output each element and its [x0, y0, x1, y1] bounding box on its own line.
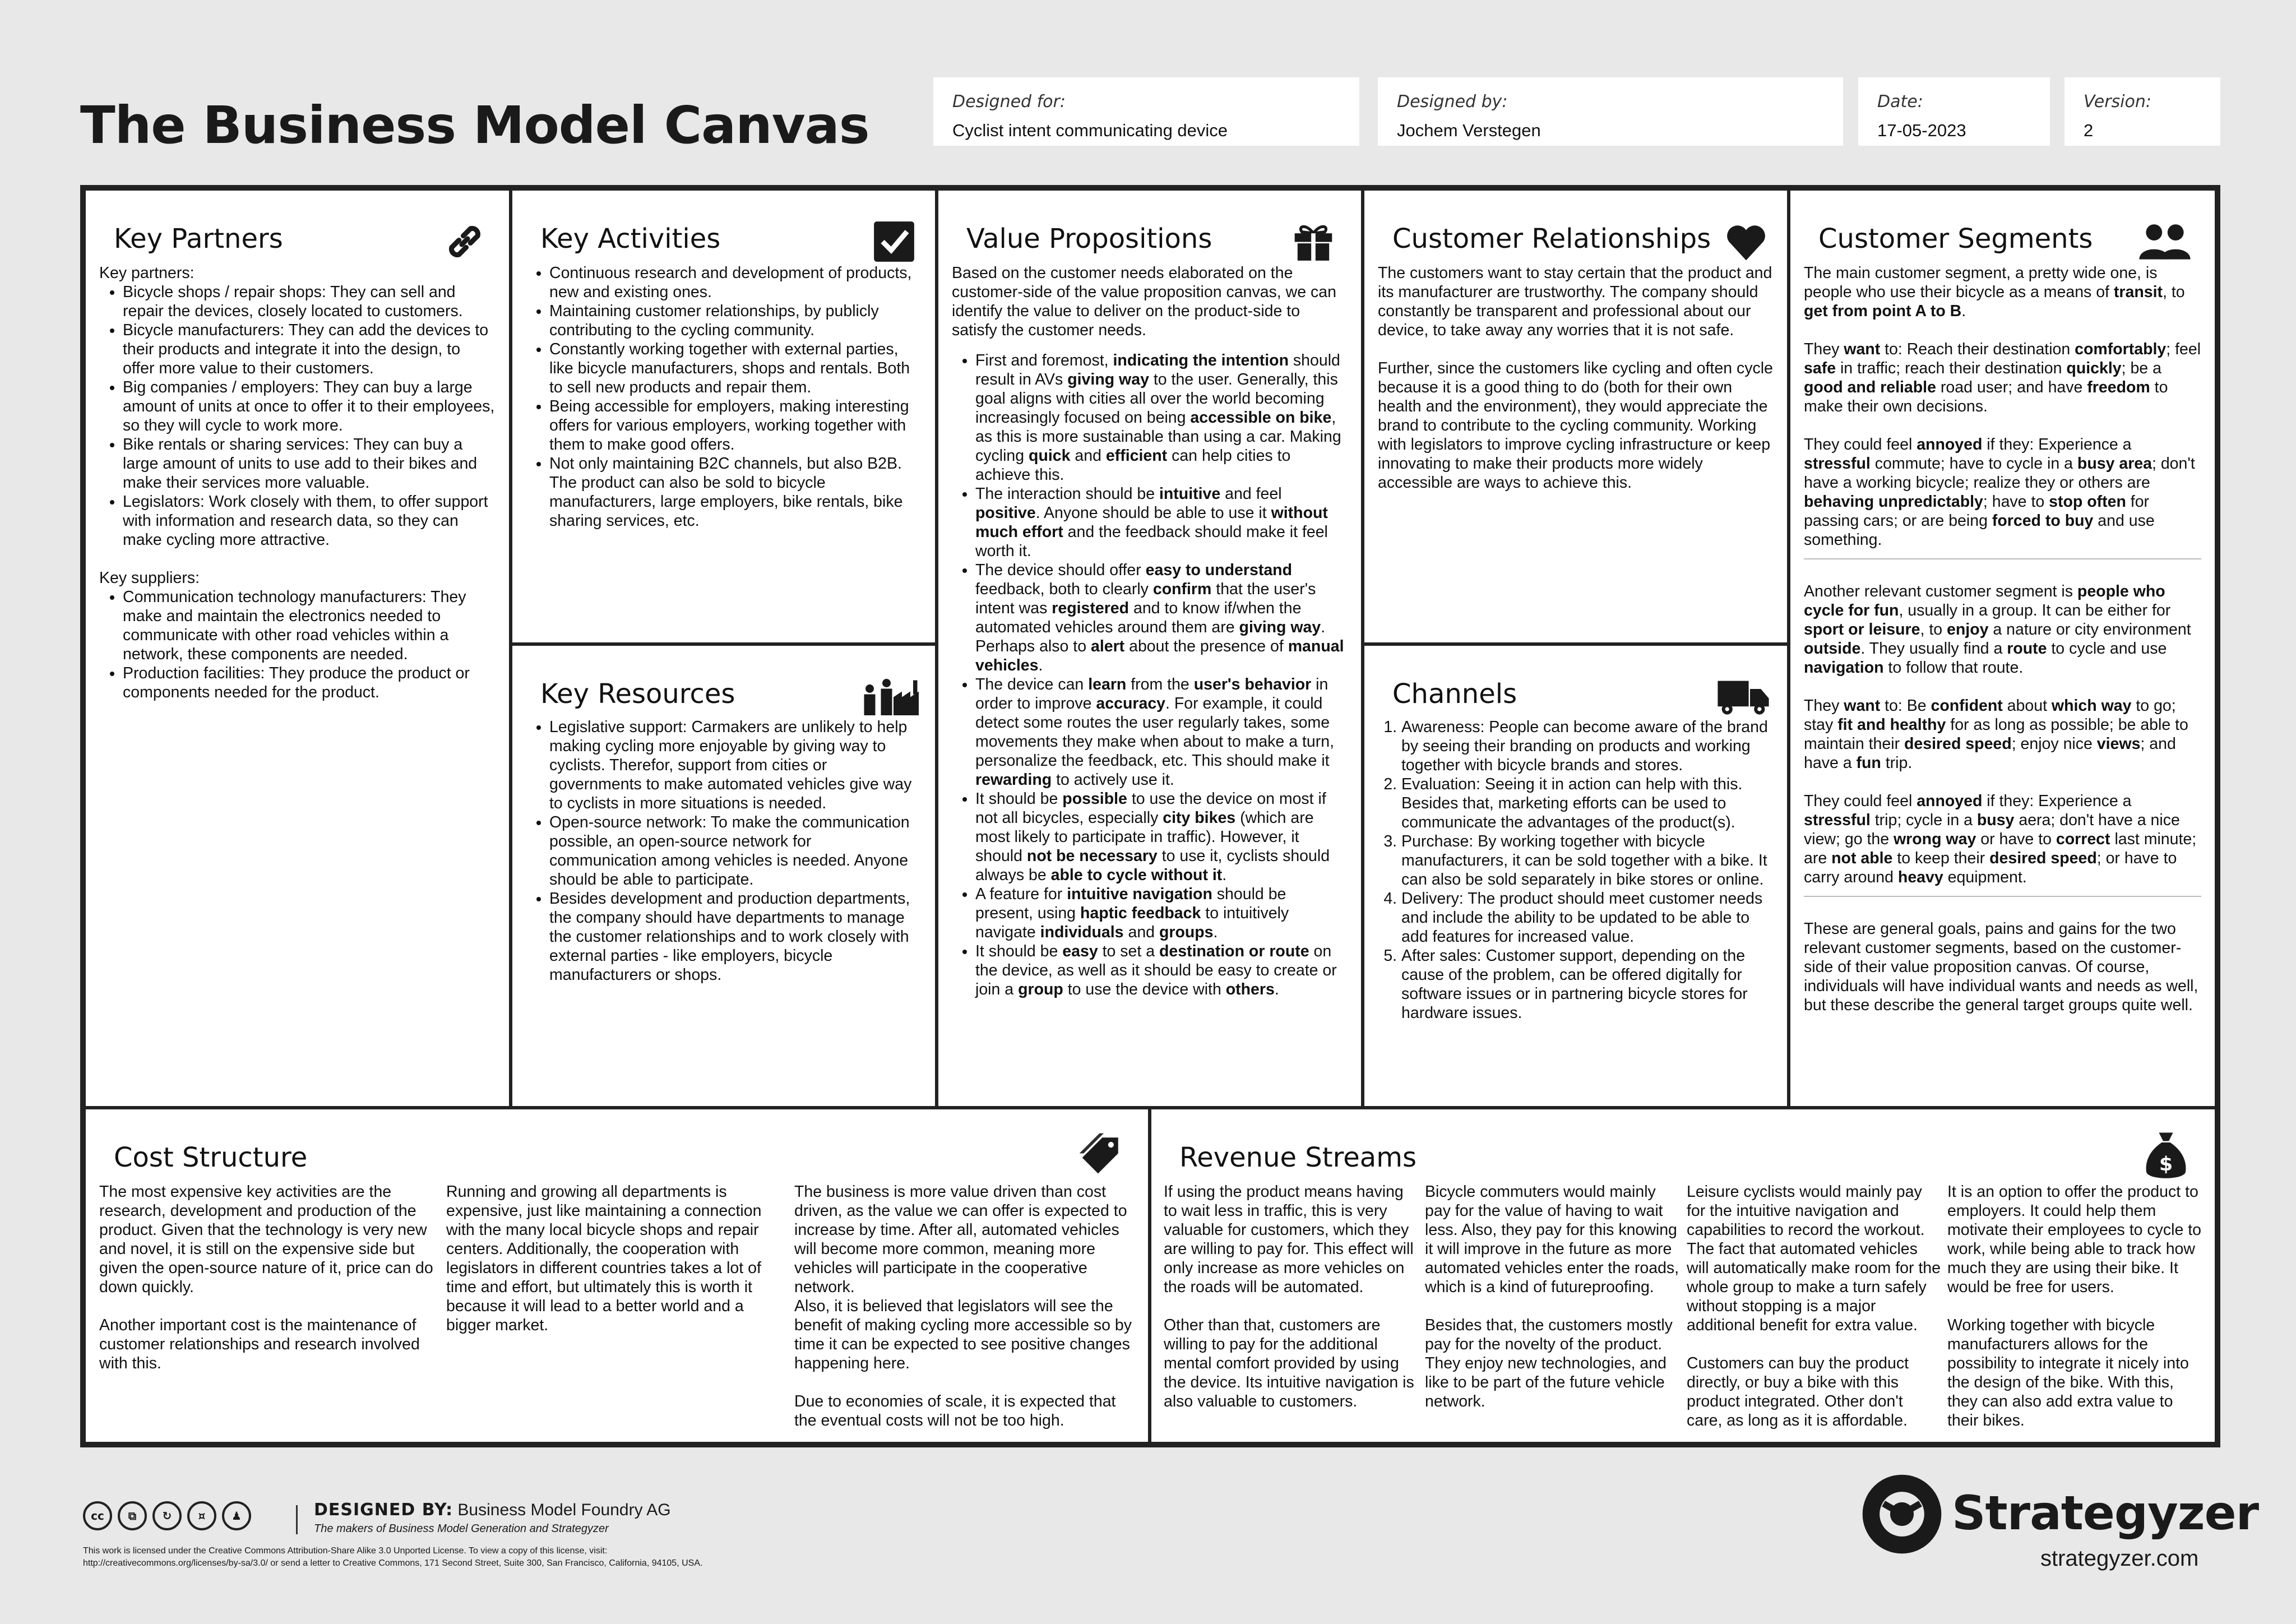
cost-column — [794, 1182, 1136, 1430]
paragraph: Besides that, the customers mostly pay for the novelty of the product. They enjoy new technologies, and like to be part of the future vehicle network. — [1425, 1316, 1673, 1410]
relationships-paragraph: Further, since the customers like cycling and often cycle because it is a good thing to do (both for their own health and the environment), they would appreciate the brand to contribute to the cycling community. Working with legislators to improve cycling infrastructure or keep innovating to make their products more widely accessible are ways to achieve this. — [1378, 359, 1773, 492]
list-item: • Legislative support: Carmakers are unlikely to help making cycling more enjoyable by giving way to cyclists. Therefor, support from cities or governments to make automated vehicles give way to cyclists in more situations is needed. — [549, 718, 922, 813]
remix-icon: ↻ — [152, 1501, 182, 1530]
list-item: 5. After sales: Customer support, depending on the cause of the problem, can be offered digitally for software issues or in partnering bicycle stores for hardware issues. — [1401, 946, 1774, 1022]
paragraph: Customers can buy the product directly, or buy a bike with this product integrated. Other don't care, as long as it is affordable. — [1687, 1354, 1909, 1429]
share-icon: ⧉ — [118, 1501, 147, 1530]
link-icon — [442, 219, 488, 265]
checkbox-icon — [871, 219, 917, 265]
list-item: • It should be easy to set a destination or route on the device, as well as it should be easy to create or join a group to use the device with others. — [975, 942, 1348, 999]
date-label: Date: — [1877, 92, 1923, 112]
customer-relationships-body — [1378, 263, 1774, 492]
revenue-column — [1947, 1182, 2205, 1430]
paragraph: Also, it is believed that legislators will see the benefit of making cycling more accessible so by time it can be expected to see positive changes happening here. — [794, 1297, 1132, 1372]
revenue-column — [1164, 1182, 1416, 1411]
customer-segments-block — [1790, 191, 2215, 1106]
list-item: • Constantly working together with external parties, like bicycle manufacturers, shops and rentals. Both to sell new products and repair them. — [549, 340, 922, 397]
segment-paragraph: They want to: Reach their destination comfortably; feel safe in traffic; reach their destination quickly; be a good and reliable road user; and have freedom to make their own decisions. — [1804, 340, 2201, 415]
list-item: 2. Evaluation: Seeing it in action can help with this. Besides that, marketing efforts can be used to communicate the advantages of the product(s). — [1401, 775, 1774, 832]
designed-for-field[interactable] — [933, 77, 1359, 146]
value-propositions-block — [938, 191, 1361, 1106]
list-item: • The interaction should be intuitive and feel positive. Anyone should be able to use it without much effort and the feedback should make it feel worth it. — [975, 484, 1348, 561]
value-propositions-body — [952, 263, 1348, 999]
paragraph: It is an option to offer the product to employers. It could help them motivate their employees to cycle to work, while being able to track how much they are using their bike. It would be free for users. — [1947, 1183, 2202, 1296]
version-field[interactable] — [2064, 77, 2220, 146]
list-item: • The device can learn from the user's behavior in order to improve accuracy. For example, it could detect some routes the user regularly takes, some movements they make when about to make a turn, personalize the feedback, etc. This should make it rewarding to actively use it. — [975, 675, 1348, 789]
attribution-icon: ♟ — [222, 1501, 251, 1530]
users-icon — [2138, 218, 2192, 263]
key-suppliers-intro: Key suppliers: — [99, 569, 200, 587]
tag-icon — [1078, 1132, 1124, 1178]
cost-column — [99, 1182, 436, 1373]
value-propositions-intro: Based on the customer needs elaborated on the customer-side of the value proposition canvas, we can identify the value to deliver on the product-side to satisfy the customer needs. — [952, 264, 1336, 339]
segment-commuters — [1804, 263, 2201, 549]
designed-by-value: Jochem Verstegen — [1397, 121, 1541, 140]
paragraph: Bicycle commuters would mainly pay for the value of having to wait less. Also, they pay for this knowing it will improve in the future as more automated vehicles enter the roads, which is a kind of futureproofing. — [1425, 1183, 1679, 1296]
segment-paragraph: They could feel annoyed if they: Experience a stressful commute; have to cycle in a busy area; don't have a working bicycle; realize they or others are behaving unpredictably; have to stop often for passing cars; or are being forced to buy and use something. — [1804, 436, 2195, 549]
money-bag-icon — [2144, 1130, 2188, 1183]
customer-relationships-block — [1364, 191, 1787, 642]
customer-relationships-title: Customer Relationships — [1392, 223, 1711, 255]
paragraph: Leisure cyclists would mainly pay for the intuitive navigation and capabilities to record the workout. The fact that automated vehicles will automatically make room for the whole group to make a turn safely without stopping is a major additional benefit for extra value. — [1687, 1183, 1941, 1334]
designed-by-label: Designed by: — [1397, 92, 1508, 112]
date-field[interactable] — [1858, 77, 2050, 146]
license-icons — [83, 1501, 251, 1530]
list-item: • The device should offer easy to understand feedback, both to clearly confirm that the user's intent was registered and to know if/when the automated vehicles around them are giving way. Perhaps also to alert about the presence of manual vehicles. — [975, 561, 1348, 675]
key-partners-block — [86, 191, 509, 1106]
list-item: • Continuous research and development of products, new and existing ones. — [549, 263, 922, 302]
list-item: • Bicycle manufacturers: They can add the devices to their products and integrate it into the design, to offer more value to their customers. — [123, 321, 496, 378]
paragraph: Working together with bicycle manufacturers allows for the possibility to integrate it nicely into the design of the bike. With this, they can also add extra value to their bikes. — [1947, 1316, 2189, 1429]
paragraph: Other than that, customers are willing to pay for the additional mental comfort provided by using the device. Its intuitive navigation is also valuable to customers. — [1164, 1316, 1414, 1410]
designed-by-value: Business Model Foundry AG — [457, 1501, 671, 1519]
segment-paragraph: Another relevant customer segment is people who cycle for fun, usually in a group. It can be either for sport or leisure, to enjoy a nature or city environment outside. They usually find a route to cycle and use navigation to follow that route. — [1804, 582, 2191, 677]
page-title: The Business Model Canvas — [80, 95, 869, 155]
designed-for-value: Cyclist intent communicating device — [952, 121, 1228, 140]
revenue-column — [1687, 1182, 1942, 1430]
customer-segments-body — [1804, 263, 2201, 1015]
paragraph: If using the product means having to wait less in traffic, this is very valuable for customers, which they are willing to pay for. This effect will only increase as more vehicles on the roads will be automated. — [1164, 1183, 1414, 1296]
cost-column — [446, 1182, 783, 1335]
designed-by-field[interactable] — [1378, 77, 1843, 146]
key-resources-body — [526, 718, 922, 984]
key-partners-intro: Key partners: — [99, 264, 195, 282]
brand-name: Strategyzer — [1952, 1486, 2259, 1540]
list-item: • First and foremost, indicating the intention should result in AVs giving way to the user. Generally, this goal aligns with cities all over the world becoming increasingly focused on being accessible on bike, as this is more sustainable than using a car. Making cycling quick and efficient can help cities to achieve this. — [975, 351, 1348, 484]
cc-icon: cc — [83, 1501, 112, 1530]
customer-segments-title: Customer Segments — [1818, 223, 2093, 255]
segment-paragraph: The main customer segment, a pretty wide one, is people who use their bicycle as a means of transit, to get from point A to B. — [1804, 264, 2185, 320]
key-partners-body — [99, 263, 496, 702]
truck-icon — [1716, 673, 1770, 719]
list-item: 1. Awareness: People can become aware of the brand by seeing their branding on products and working together with bicycle brands and stores. — [1401, 718, 1774, 775]
partners-list — [99, 283, 496, 549]
list-item: 3. Purchase: By working together with bicycle manufacturers, it can be sold together with a bike. It can also be sold separately in bike stores or online. — [1401, 832, 1774, 889]
segment-paragraph: They could feel annoyed if they: Experience a stressful trip; cycle in a busy aera; don't have a nice view; go the wrong way or have to correct last minute; are not able to keep their desired speed; or have to carry around heavy equipment. — [1804, 792, 2197, 886]
channels-list — [1378, 718, 1774, 1022]
footer-designed-by — [314, 1500, 671, 1520]
list-item: 4. Delivery: The product should meet customer needs and include the ability to be updated to be able to add features for increased value. — [1401, 889, 1774, 946]
value-list — [952, 351, 1348, 999]
version-value: 2 — [2084, 121, 2094, 140]
list-item: • Bike rentals or sharing services: They can buy a large amount of units to use add to their bikes and make their services more valuable. — [123, 435, 496, 492]
key-activities-title: Key Activities — [540, 223, 721, 255]
brand-url[interactable]: strategyzer.com — [2040, 1546, 2199, 1571]
designed-by-label: DESIGNED BY: — [314, 1500, 453, 1520]
list-item: • It should be possible to use the device on most if not all bicycles, especially city bikes (which are most likely to participate in traffic). However, it should not be necessary to use it, cyclists should always be able to cycle without it. — [975, 789, 1348, 885]
license-line: This work is licensed under the Creative Commons Attribution-Share Alike 3.0 Unported License. To view a copy of this license, visit: — [83, 1546, 608, 1556]
list-item: • Bicycle shops / repair shops: They can sell and repair the devices, closely located to customers. — [123, 283, 496, 321]
list-item: • Open-source network: To make the communication possible, an open-source network for communication among vehicles is needed. Anyone should be able to participate. — [549, 813, 922, 889]
strategyzer-logo-icon — [1860, 1472, 1944, 1556]
list-item: • Big companies / employers: They can buy a large amount of units at once to offer it to their employees, so they will cycle to work more. — [123, 378, 496, 435]
date-value: 17-05-2023 — [1877, 121, 1966, 140]
key-resources-title: Key Resources — [540, 678, 735, 710]
license-line: http://creativecommons.org/licenses/by-sa/3.0/ or send a letter to Creative Commons, 171 Second Street, Suite 300, San Francisco, California, 94105, USA. — [83, 1558, 703, 1568]
revenue-streams-block — [1151, 1109, 2215, 1442]
segment-paragraph: They want to: Be confident about which way to go; stay fit and healthy for as long as possible; be able to maintain their desired speed; enjoy nice views; and have a fun trip. — [1804, 697, 2188, 772]
paragraph: Due to economies of scale, it is expected that the eventual costs will not be too high. — [794, 1392, 1116, 1429]
designed-for-label: Designed for: — [952, 92, 1066, 112]
relationships-paragraph: The customers want to stay certain that the product and its manufacturer are trustworthy. The company should constantly be transparent and professional about our device, to take away any worries that it is not safe. — [1378, 264, 1772, 339]
revenue-streams-title: Revenue Streams — [1179, 1142, 1417, 1173]
key-activities-body — [526, 263, 922, 530]
key-activities-block — [512, 191, 935, 642]
suppliers-list — [99, 587, 496, 702]
footer-makers: The makers of Business Model Generation and Strategyzer — [314, 1523, 609, 1535]
list-item: • Besides development and production departments, the company should have departments to manage the customer relationships and to work closely with external parties - like employers, bicycle manufacturers or shops. — [549, 889, 922, 984]
noncommercial-icon: ¤ — [187, 1501, 216, 1530]
paragraph: The business is more value driven than cost driven, as the value we can offer is expected to increase by time. After all, automated vehicles will become more common, meaning more vehicles will participate in the cooperative network. — [794, 1183, 1127, 1296]
license-text — [83, 1545, 924, 1570]
activities-list — [526, 263, 922, 530]
paragraph: The most expensive key activities are the research, development and production of the product. Given that the technology is very new and novel, it is still on the expensive side but given the open-source nature of it, price can do down quickly. — [99, 1183, 433, 1296]
paragraph: Running and growing all departments is expensive, just like maintaining a connection with the many local bicycle shops and repair centers. Additionally, the cooperation with legislators in different countries takes a lot of time and effort, but ultimately this is worth it because it will lead to a better world and a bigger market. — [446, 1183, 762, 1334]
segment-leisure — [1804, 582, 2201, 887]
channels-body — [1378, 718, 1774, 1022]
channels-title: Channels — [1392, 678, 1517, 710]
cost-structure-block — [86, 1109, 1148, 1442]
resources-list — [526, 718, 922, 984]
factory-icon — [860, 673, 922, 719]
list-item: • A feature for intuitive navigation should be present, using haptic feedback to intuitively navigate individuals and groups. — [975, 885, 1348, 942]
list-item: • Being accessible for employers, making interesting offers for various employers, working together with them to make good offers. — [549, 397, 922, 454]
business-model-canvas — [80, 185, 2220, 1447]
channels-block — [1364, 646, 1787, 1106]
footer-divider — [296, 1505, 298, 1534]
version-label: Version: — [2084, 92, 2151, 112]
revenue-column — [1425, 1182, 1680, 1411]
list-item: • Maintaining customer relationships, by publicly contributing to the cycling community. — [549, 302, 922, 340]
key-partners-title: Key Partners — [114, 223, 283, 255]
svg-text:$: $ — [2159, 1153, 2173, 1176]
cost-structure-title: Cost Structure — [114, 1142, 308, 1173]
segments-summary: These are general goals, pains and gains for the two relevant customer segments, based on the customer-side of their value proposition canvas. Of course, individuals will have individual wants and needs as well, but these describe the general target groups quite well. — [1804, 920, 2198, 1014]
list-item: • Legislators: Work closely with them, to offer support with information and research data, so they can make cycling more attractive. — [123, 492, 496, 549]
paragraph: Another important cost is the maintenance of customer relationships and research involved with this. — [99, 1316, 420, 1372]
list-item: • Production facilities: They produce the product or components needed for the product. — [123, 664, 496, 702]
list-item: • Communication technology manufacturers: They make and maintain the electronics needed to communicate with other road vehicles within a network, these components are needed. — [123, 587, 496, 664]
heart-icon — [1723, 219, 1769, 265]
list-item: • Not only maintaining B2C channels, but also B2B. The product can also be sold to bicycle manufacturers, large employers, bike rentals, bike sharing services, etc. — [549, 454, 922, 530]
gift-icon — [1290, 218, 1336, 263]
key-resources-block — [512, 646, 935, 1106]
value-propositions-title: Value Propositions — [966, 223, 1212, 255]
